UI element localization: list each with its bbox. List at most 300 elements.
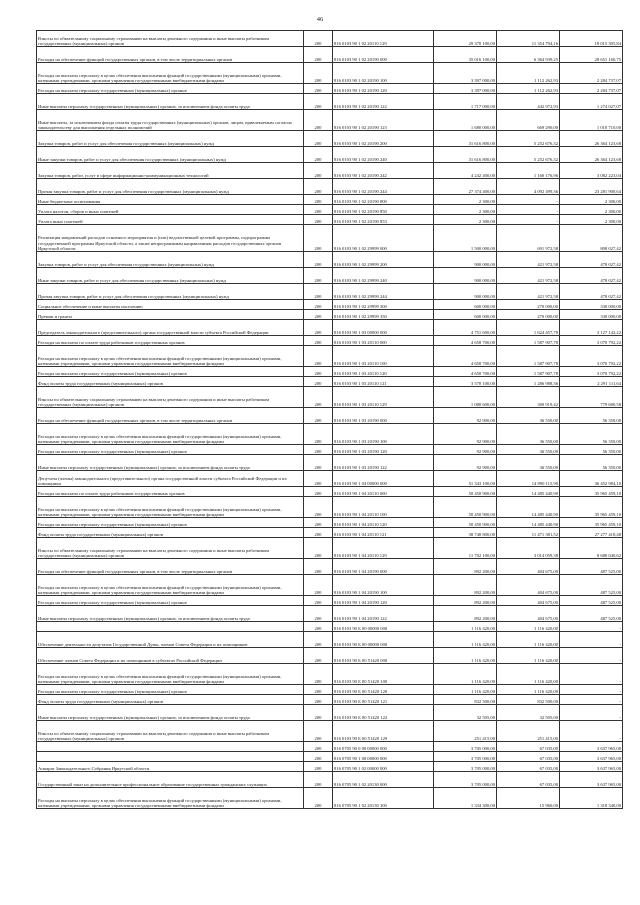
budget-classification-code-cell: 816 0103 90 Б 00 51420 120 [333, 685, 434, 695]
line-code-cell: 200 [304, 528, 333, 538]
table-row [37, 606, 623, 622]
expense-name-cell [37, 742, 304, 752]
line-code-cell: 200 [304, 497, 333, 518]
expense-name-cell: Расходы на выплаты персоналу в целях обеспечения выполнения функций государственными (муниципальными) органами, казенными учреждениями, органами управления государственными внебюджетными фондами [37, 424, 304, 445]
line-code-cell: 200 [304, 336, 333, 346]
executed-amount-cell: 67 035,00 [497, 762, 560, 772]
expense-name-cell: Фонд оплаты труда государственных (муниципальных) органов [37, 377, 304, 387]
budget-classification-code-cell: 816 0103 90 1 03 20110 000 [333, 336, 434, 346]
executed-amount-cell: 691 972,58 [497, 225, 560, 252]
budget-classification-code-cell: 816 0103 90 1 03 20110 129 [333, 387, 434, 408]
table-row [37, 147, 623, 163]
unexecuted-amount-cell: - [560, 685, 623, 695]
line-code-cell: 200 [304, 705, 333, 721]
budget-classification-code-cell: 816 0103 90 Б 00 51420 121 [333, 695, 434, 705]
budget-table-body [37, 31, 623, 809]
budget-classification-code-cell: 816 0103 90 1 02 20190 800 [333, 195, 434, 205]
unexecuted-amount-cell: 487 525,00 [560, 559, 623, 575]
table-row [37, 721, 623, 742]
approved-amount-cell: 92 900,00 [434, 455, 497, 471]
expense-name-cell: Государственный заказ на дополнительное профессиональное образование государственных гражданских служащих [37, 772, 304, 788]
line-code-cell: 200 [304, 110, 333, 131]
approved-amount-cell: 4 751 600,00 [434, 320, 497, 336]
table-row [37, 300, 623, 310]
unexecuted-amount-cell: 478 027,42 [560, 284, 623, 300]
expense-name-cell: Председатель законодательного (представительного) органа государственной власти субъекта Российской Федерации [37, 320, 304, 336]
approved-amount-cell: 29 370 100,00 [434, 31, 497, 47]
budget-classification-code-cell: 816 0103 90 1 02 20190 100 [333, 63, 434, 84]
table-row [37, 310, 623, 320]
expense-name-cell: Закупка товаров, работ, услуг в сфере информационно-коммуникационных технологий [37, 163, 304, 179]
line-code-cell: 200 [304, 487, 333, 497]
table-row [37, 685, 623, 695]
executed-amount-cell: 442 972,93 [497, 94, 560, 110]
unexecuted-amount-cell: 808 027,42 [560, 225, 623, 252]
approved-amount-cell: 2 300,00 [434, 215, 497, 225]
expense-name-cell: Прочая закупка товаров, работ и услуг для обеспечения государственных (муниципальных) нужд [37, 179, 304, 195]
budget-classification-code-cell: 816 0103 90 1 04 20110 000 [333, 487, 434, 497]
unexecuted-amount-cell: 23 281 900,64 [560, 179, 623, 195]
expense-name-cell: Социальное обеспечение и иные выплаты населению [37, 300, 304, 310]
approved-amount-cell: 900 000,00 [434, 284, 497, 300]
table-row [37, 252, 623, 268]
budget-classification-code-cell: 816 0103 90 1 02 20110 129 [333, 31, 434, 47]
unexecuted-amount-cell: - [560, 664, 623, 685]
executed-amount-cell: 421 972,58 [497, 252, 560, 268]
unexecuted-amount-cell: 2 300,00 [560, 195, 623, 205]
executed-amount-cell: - [497, 205, 560, 215]
executed-amount-cell: 1 587 907,78 [497, 336, 560, 346]
unexecuted-amount-cell: 2 291 111,64 [560, 377, 623, 387]
budget-classification-code-cell: 816 0103 90 1 04 20190 000 [333, 559, 434, 575]
line-code-cell: 200 [304, 195, 333, 205]
unexecuted-amount-cell: 28 651 160,75 [560, 47, 623, 63]
line-code-cell: 200 [304, 268, 333, 284]
unexecuted-amount-cell: 27 277 418,48 [560, 528, 623, 538]
budget-classification-code-cell: 816 0103 90 1 02 20190 200 [333, 131, 434, 147]
approved-amount-cell: 1 500 000,00 [434, 225, 497, 252]
expense-name-cell: Иные выплаты персоналу государственных (муниципальных) органов, за исключением фонда оплаты труда [37, 705, 304, 721]
approved-amount-cell: 32 505,00 [434, 705, 497, 721]
unexecuted-amount-cell: 2 284 737,07 [560, 84, 623, 94]
table-row [37, 742, 623, 752]
table-row [37, 320, 623, 336]
unexecuted-amount-cell: 3 637 965,00 [560, 762, 623, 772]
executed-amount-cell: 5 252 676,32 [497, 147, 560, 163]
approved-amount-cell: 3 578 100,00 [434, 377, 497, 387]
executed-amount-cell: - [497, 215, 560, 225]
unexecuted-amount-cell: 2 284 737,07 [560, 63, 623, 84]
table-row [37, 367, 623, 377]
expense-name-cell: Уплата иных платежей [37, 215, 304, 225]
executed-amount-cell: 404 675,00 [497, 559, 560, 575]
line-code-cell: 200 [304, 742, 333, 752]
table-row [37, 538, 623, 559]
line-code-cell: 200 [304, 596, 333, 606]
budget-classification-code-cell: 816 0103 90 Б 00 51420 129 [333, 721, 434, 742]
budget-classification-code-cell: 816 0103 90 Б 00 00000 000 [333, 622, 434, 632]
approved-amount-cell: 1 080 600,00 [434, 387, 497, 408]
expense-name-cell: Обеспечение членов Совета Федерации и их помощников в субъектах Российской Федерации [37, 648, 304, 664]
table-row [37, 497, 623, 518]
approved-amount-cell: 35 016 100,00 [434, 47, 497, 63]
approved-amount-cell: 2 300,00 [434, 205, 497, 215]
expense-name-cell: Премии и гранты [37, 310, 304, 320]
unexecuted-amount-cell: 330 000,00 [560, 310, 623, 320]
line-code-cell: 200 [304, 205, 333, 215]
expense-name-cell: Иные бюджетные ассигнования [37, 195, 304, 205]
line-code-cell: 200 [304, 559, 333, 575]
approved-amount-cell: 3 397 000,00 [434, 63, 497, 84]
executed-amount-cell: 1 624 457,78 [497, 320, 560, 336]
approved-amount-cell: 3 705 000,00 [434, 752, 497, 762]
expense-name-cell: Депутаты (члены) законодательного (представительного) органа государственной власти субъекта Российской Федерации и их помощники [37, 471, 304, 487]
budget-classification-code-cell: 816 0103 90 1 04 20190 122 [333, 606, 434, 622]
executed-amount-cell: 421 972,58 [497, 284, 560, 300]
unexecuted-amount-cell: 8 688 040,62 [560, 538, 623, 559]
budget-classification-code-cell: 816 0103 90 1 03 20190 122 [333, 455, 434, 471]
unexecuted-amount-cell: 487 525,00 [560, 606, 623, 622]
approved-amount-cell: 92 900,00 [434, 408, 497, 424]
approved-amount-cell: 600 000,00 [434, 310, 497, 320]
budget-classification-code-cell: 816 0103 90 1 04 20190 100 [333, 575, 434, 596]
budget-classification-code-cell: 816 0103 90 1 04 20110 120 [333, 518, 434, 528]
budget-classification-code-cell: 816 0103 90 Б 00 51420 122 [333, 705, 434, 721]
line-code-cell: 200 [304, 310, 333, 320]
table-row [37, 31, 623, 47]
approved-amount-cell: 92 900,00 [434, 445, 497, 455]
expense-name-cell [37, 752, 304, 762]
executed-amount-cell: 1 112 262,93 [497, 84, 560, 94]
approved-amount-cell: 38 748 800,00 [434, 528, 497, 538]
unexecuted-amount-cell: - [560, 721, 623, 742]
unexecuted-amount-cell: 3 070 792,22 [560, 346, 623, 367]
approved-amount-cell: 900 000,00 [434, 252, 497, 268]
unexecuted-amount-cell: 18 015 305,84 [560, 31, 623, 47]
expense-name-cell: Расходы на выплаты персоналу в целях обеспечения выполнения функций государственными (муниципальными) органами, казенными учреждениями, органами управления государственными внебюджетными фондами [37, 664, 304, 685]
expense-name-cell: Уплата налогов, сборов и иных платежей [37, 205, 304, 215]
expense-name-cell: Иные выплаты, за исключением фонда оплаты труда государственных (муниципальных) органов, лицам, привлекаемым согласно законодательству для выполнения отдельных полномочий [37, 110, 304, 131]
line-code-cell: 200 [304, 752, 333, 762]
approved-amount-cell: 27 374 400,00 [434, 179, 497, 195]
executed-amount-cell: 36 550,00 [497, 424, 560, 445]
unexecuted-amount-cell: 35 965 459,10 [560, 518, 623, 528]
budget-classification-code-cell: 816 0103 90 1 03 20110 121 [333, 377, 434, 387]
table-row [37, 215, 623, 225]
table-row [37, 471, 623, 487]
executed-amount-cell: 1 116 420,00 [497, 664, 560, 685]
expense-name-cell: Иные выплаты персоналу государственных (муниципальных) органов, за исключением фонда оплаты труда [37, 606, 304, 622]
table-row [37, 648, 623, 664]
line-code-cell: 200 [304, 772, 333, 788]
table-row [37, 445, 623, 455]
executed-amount-cell: 1 286 988,36 [497, 377, 560, 387]
budget-classification-code-cell: 816 0103 90 1 02 20190 850 [333, 205, 434, 215]
approved-amount-cell: 50 450 900,00 [434, 518, 497, 528]
budget-classification-code-cell: 816 0103 90 1 02 29999 000 [333, 225, 434, 252]
budget-classification-code-cell: 816 0103 90 1 02 20190 122 [333, 94, 434, 110]
budget-classification-code-cell: 816 0103 90 1 03 20110 120 [333, 367, 434, 377]
approved-amount-cell: 3 397 000,00 [434, 84, 497, 94]
executed-amount-cell: 36 550,00 [497, 445, 560, 455]
expense-name-cell: Расходы на выплаты персоналу в целях обеспечения выполнения функций государственными (муниципальными) органами, казенными учреждениями, органами управления государственными внебюджетными фондами [37, 346, 304, 367]
approved-amount-cell: 4 242 400,00 [434, 163, 497, 179]
table-row [37, 632, 623, 648]
line-code-cell: 200 [304, 685, 333, 695]
executed-amount-cell: 270 000,00 [497, 310, 560, 320]
unexecuted-amount-cell: 56 350,00 [560, 424, 623, 445]
executed-amount-cell: 14 485 440,90 [497, 487, 560, 497]
budget-classification-code-cell: 816 0103 90 1 02 29999 244 [333, 284, 434, 300]
expense-name-cell: Фонд оплаты труда государственных (муниципальных) органов [37, 528, 304, 538]
budget-classification-code-cell: 816 0103 90 1 02 20190 244 [333, 179, 434, 195]
budget-classification-code-cell: 816 0103 90 1 03 20190 100 [333, 424, 434, 445]
table-row [37, 131, 623, 147]
line-code-cell: 200 [304, 518, 333, 528]
unexecuted-amount-cell: 3 637 965,00 [560, 772, 623, 788]
executed-amount-cell: 669 290,00 [497, 110, 560, 131]
unexecuted-amount-cell: 26 364 123,68 [560, 131, 623, 147]
budget-classification-code-cell: 816 0103 90 1 02 20190 120 [333, 84, 434, 94]
budget-classification-code-cell: 816 0103 90 1 02 20190 123 [333, 110, 434, 131]
approved-amount-cell: 4 658 700,00 [434, 336, 497, 346]
approved-amount-cell: 50 450 900,00 [434, 497, 497, 518]
unexecuted-amount-cell: 35 965 459,10 [560, 497, 623, 518]
expense-name-cell: Взносы по обязательному социальному страхованию на выплаты денежного содержания и иные выплаты работникам государственных (муниципальных) органов [37, 538, 304, 559]
expense-name-cell: Расходы на выплаты персоналу в целях обеспечения выполнения функций государственными (муниципальными) органами, казенными учреждениями, органами управления государственными внебюджетными фондами [37, 497, 304, 518]
expense-name-cell: Фонд оплаты труда государственных (муниципальных) органов [37, 695, 304, 705]
expense-name-cell: Расходы на выплаты персоналу государственных (муниципальных) органов [37, 445, 304, 455]
approved-amount-cell: 11 702 100,00 [434, 538, 497, 559]
unexecuted-amount-cell: 1 010 710,00 [560, 110, 623, 131]
expense-name-cell: Расходы на выплаты персоналу государственных (муниципальных) органов [37, 84, 304, 94]
unexecuted-amount-cell: 478 027,42 [560, 268, 623, 284]
expense-name-cell: Взносы по обязательному социальному страхованию на выплаты денежного содержания и иные выплаты работникам государственных (муниципальных) органов [37, 31, 304, 47]
table-row [37, 179, 623, 195]
expense-name-cell: Расходы на выплаты по оплате труда работников государственных органов [37, 336, 304, 346]
executed-amount-cell: 14 890 115,90 [497, 471, 560, 487]
line-code-cell: 200 [304, 632, 333, 648]
approved-amount-cell: 1 116 420,00 [434, 632, 497, 648]
line-code-cell: 200 [304, 179, 333, 195]
line-code-cell: 200 [304, 445, 333, 455]
table-row [37, 408, 623, 424]
table-row [37, 772, 623, 788]
budget-classification-code-cell: 816 0103 90 1 04 20110 129 [333, 538, 434, 559]
approved-amount-cell: 1 717 000,00 [434, 94, 497, 110]
budget-classification-code-cell: 816 0705 90 0 00 00000 000 [333, 742, 434, 752]
approved-amount-cell: 900 000,00 [434, 268, 497, 284]
table-row [37, 596, 623, 606]
executed-amount-cell: 1 112 262,93 [497, 63, 560, 84]
budget-table [36, 30, 623, 809]
unexecuted-amount-cell: 35 965 459,10 [560, 487, 623, 497]
executed-amount-cell: 67 035,00 [497, 742, 560, 752]
unexecuted-amount-cell: 2 300,00 [560, 215, 623, 225]
expense-name-cell: Расходы на выплаты персоналу государственных (муниципальных) органов [37, 367, 304, 377]
line-code-cell: 200 [304, 252, 333, 268]
unexecuted-amount-cell: 487 525,00 [560, 575, 623, 596]
executed-amount-cell: 270 000,00 [497, 300, 560, 310]
table-row [37, 559, 623, 575]
executed-amount-cell: 6 364 939,25 [497, 47, 560, 63]
line-code-cell: 200 [304, 225, 333, 252]
executed-amount-cell: 36 550,00 [497, 408, 560, 424]
executed-amount-cell: 32 505,00 [497, 705, 560, 721]
line-code-cell: 200 [304, 377, 333, 387]
expense-name-cell: Аппарат Законодательного Собрания Иркутской области [37, 762, 304, 772]
line-code-cell: 200 [304, 300, 333, 310]
unexecuted-amount-cell: - [560, 622, 623, 632]
budget-classification-code-cell: 816 0705 90 1 00 00000 000 [333, 752, 434, 762]
line-code-cell: 200 [304, 367, 333, 377]
executed-amount-cell: 11 354 794,16 [497, 31, 560, 47]
line-code-cell: 200 [304, 284, 333, 300]
line-code-cell: 200 [304, 695, 333, 705]
expense-name-cell: Прочая закупка товаров, работ и услуг для обеспечения государственных (муниципальных) нужд [37, 284, 304, 300]
budget-classification-code-cell: 816 0103 90 1 04 20190 120 [333, 596, 434, 606]
budget-classification-code-cell: 816 0103 90 Б 00 51420 100 [333, 664, 434, 685]
expense-name-cell: Иные закупки товаров, работ и услуг для обеспечения государственных (муниципальных) нужд [37, 147, 304, 163]
line-code-cell: 200 [304, 31, 333, 47]
executed-amount-cell: 404 675,00 [497, 596, 560, 606]
line-code-cell: 200 [304, 163, 333, 179]
expense-name-cell: Расходы на выплаты по оплате труда работников государственных органов [37, 487, 304, 497]
expense-name-cell: Расходы на выплаты персоналу государственных (муниципальных) органов [37, 685, 304, 695]
approved-amount-cell: 3 705 000,00 [434, 742, 497, 752]
executed-amount-cell: 36 550,00 [497, 455, 560, 471]
table-row [37, 63, 623, 84]
table-row [37, 163, 623, 179]
table-row [37, 110, 623, 131]
approved-amount-cell: 31 616 800,00 [434, 131, 497, 147]
approved-amount-cell: 4 658 700,00 [434, 346, 497, 367]
unexecuted-amount-cell: 3 637 965,00 [560, 742, 623, 752]
line-code-cell: 200 [304, 664, 333, 685]
table-row [37, 705, 623, 721]
unexecuted-amount-cell: 3 082 223,04 [560, 163, 623, 179]
executed-amount-cell: 1 587 907,78 [497, 367, 560, 377]
unexecuted-amount-cell: 36 452 984,10 [560, 471, 623, 487]
line-code-cell: 200 [304, 131, 333, 147]
approved-amount-cell: 92 900,00 [434, 424, 497, 445]
budget-classification-code-cell: 816 0103 90 1 02 29999 300 [333, 300, 434, 310]
budget-classification-code-cell: 816 0103 90 1 02 29999 350 [333, 310, 434, 320]
expense-name-cell: Расходы на выплаты персоналу государственных (муниципальных) органов [37, 596, 304, 606]
approved-amount-cell: 832 500,00 [434, 695, 497, 705]
line-code-cell: 200 [304, 94, 333, 110]
line-code-cell: 200 [304, 147, 333, 163]
budget-classification-code-cell: 816 0103 90 1 03 20190 120 [333, 445, 434, 455]
table-row [37, 346, 623, 367]
executed-amount-cell: 1 116 420,00 [497, 632, 560, 648]
approved-amount-cell: 31 616 800,00 [434, 147, 497, 163]
budget-classification-code-cell: 816 0103 90 Б 00 51420 000 [333, 648, 434, 664]
approved-amount-cell: 892 200,00 [434, 606, 497, 622]
executed-amount-cell: 1 116 420,00 [497, 622, 560, 632]
table-row [37, 528, 623, 538]
budget-classification-code-cell: 816 0103 90 1 02 20190 240 [333, 147, 434, 163]
table-row [37, 695, 623, 705]
expense-name-cell: Расходы на выплаты персоналу государственных (муниципальных) органов [37, 518, 304, 528]
executed-amount-cell: - [497, 195, 560, 205]
unexecuted-amount-cell: 56 350,00 [560, 408, 623, 424]
unexecuted-amount-cell: 487 525,00 [560, 596, 623, 606]
executed-amount-cell: 251 415,00 [497, 721, 560, 742]
executed-amount-cell: 14 485 440,90 [497, 518, 560, 528]
table-row [37, 336, 623, 346]
approved-amount-cell: 4 658 700,00 [434, 367, 497, 377]
approved-amount-cell: 3 705 000,00 [434, 772, 497, 788]
table-row [37, 518, 623, 528]
unexecuted-amount-cell: 56 350,00 [560, 455, 623, 471]
unexecuted-amount-cell: - [560, 695, 623, 705]
executed-amount-cell: 1 116 420,00 [497, 648, 560, 664]
unexecuted-amount-cell: 26 364 123,68 [560, 147, 623, 163]
executed-amount-cell: 1 116 420,00 [497, 685, 560, 695]
table-row [37, 284, 623, 300]
line-code-cell: 200 [304, 47, 333, 63]
budget-classification-code-cell: 816 0103 90 1 03 20190 000 [333, 408, 434, 424]
table-row [37, 195, 623, 205]
table-row [37, 424, 623, 445]
expense-name-cell: Обеспечение деятельности депутатов Государственной Думы, членов Совета Федерации и их помощников [37, 632, 304, 648]
approved-amount-cell: 1 680 000,00 [434, 110, 497, 131]
unexecuted-amount-cell: - [560, 648, 623, 664]
executed-amount-cell: 1 160 176,96 [497, 163, 560, 179]
table-row [37, 762, 623, 772]
approved-amount-cell: 892 200,00 [434, 559, 497, 575]
expense-name-cell: Расходы на выплаты персоналу в целях обеспечения выполнения функций государственными (муниципальными) органами, казенными учреждениями, органами управления государственными внебюджетными фондами [37, 575, 304, 596]
expense-name-cell: Расходы на обеспечение функций государственных органов, в том числе территориальных органов [37, 559, 304, 575]
line-code-cell: 200 [304, 575, 333, 596]
unexecuted-amount-cell: - [560, 632, 623, 648]
executed-amount-cell: 421 972,58 [497, 268, 560, 284]
expense-name-cell: Взносы по обязательному социальному страхованию на выплаты денежного содержания и иные выплаты работникам государственных (муниципальных) органов [37, 387, 304, 408]
line-code-cell: 200 [304, 320, 333, 336]
approved-amount-cell: 892 200,00 [434, 575, 497, 596]
expense-name-cell: Расходы на обеспечение функций государственных органов, в том числе территориальных органов [37, 408, 304, 424]
unexecuted-amount-cell: 1 274 027,07 [560, 94, 623, 110]
unexecuted-amount-cell: 56 350,00 [560, 445, 623, 455]
budget-classification-code-cell: 816 0103 90 1 03 00000 000 [333, 320, 434, 336]
approved-amount-cell: 600 000,00 [434, 300, 497, 310]
budget-classification-code-cell: 816 0103 90 1 02 20190 242 [333, 163, 434, 179]
executed-amount-cell: 404 675,00 [497, 575, 560, 596]
table-row [37, 225, 623, 252]
table-row [37, 94, 623, 110]
budget-classification-code-cell: 816 0705 90 1 02 20130 000 [333, 772, 434, 788]
expense-name-cell [37, 622, 304, 632]
executed-amount-cell: 67 035,00 [497, 752, 560, 762]
approved-amount-cell: 50 450 900,00 [434, 487, 497, 497]
line-code-cell: 200 [304, 471, 333, 487]
table-row [37, 205, 623, 215]
executed-amount-cell: 4 092 499,36 [497, 179, 560, 195]
table-row [37, 84, 623, 94]
table-row [37, 575, 623, 596]
budget-classification-code-cell: 816 0705 90 1 02 20130 100 [333, 788, 434, 809]
approved-amount-cell: 2 300,00 [434, 195, 497, 205]
approved-amount-cell: 892 200,00 [434, 596, 497, 606]
expense-name-cell: Расходы на выплаты персоналу в целях обеспечения выполнения функций государственными (муниципальными) органами, казенными учреждениями, органами управления государственными внебюджетными фондами [37, 63, 304, 84]
executed-amount-cell: 404 675,00 [497, 606, 560, 622]
table-row [37, 752, 623, 762]
unexecuted-amount-cell: 3 070 792,22 [560, 336, 623, 346]
unexecuted-amount-cell: - [560, 705, 623, 721]
executed-amount-cell: 1 587 907,78 [497, 346, 560, 367]
approved-amount-cell: 51 343 100,00 [434, 471, 497, 487]
